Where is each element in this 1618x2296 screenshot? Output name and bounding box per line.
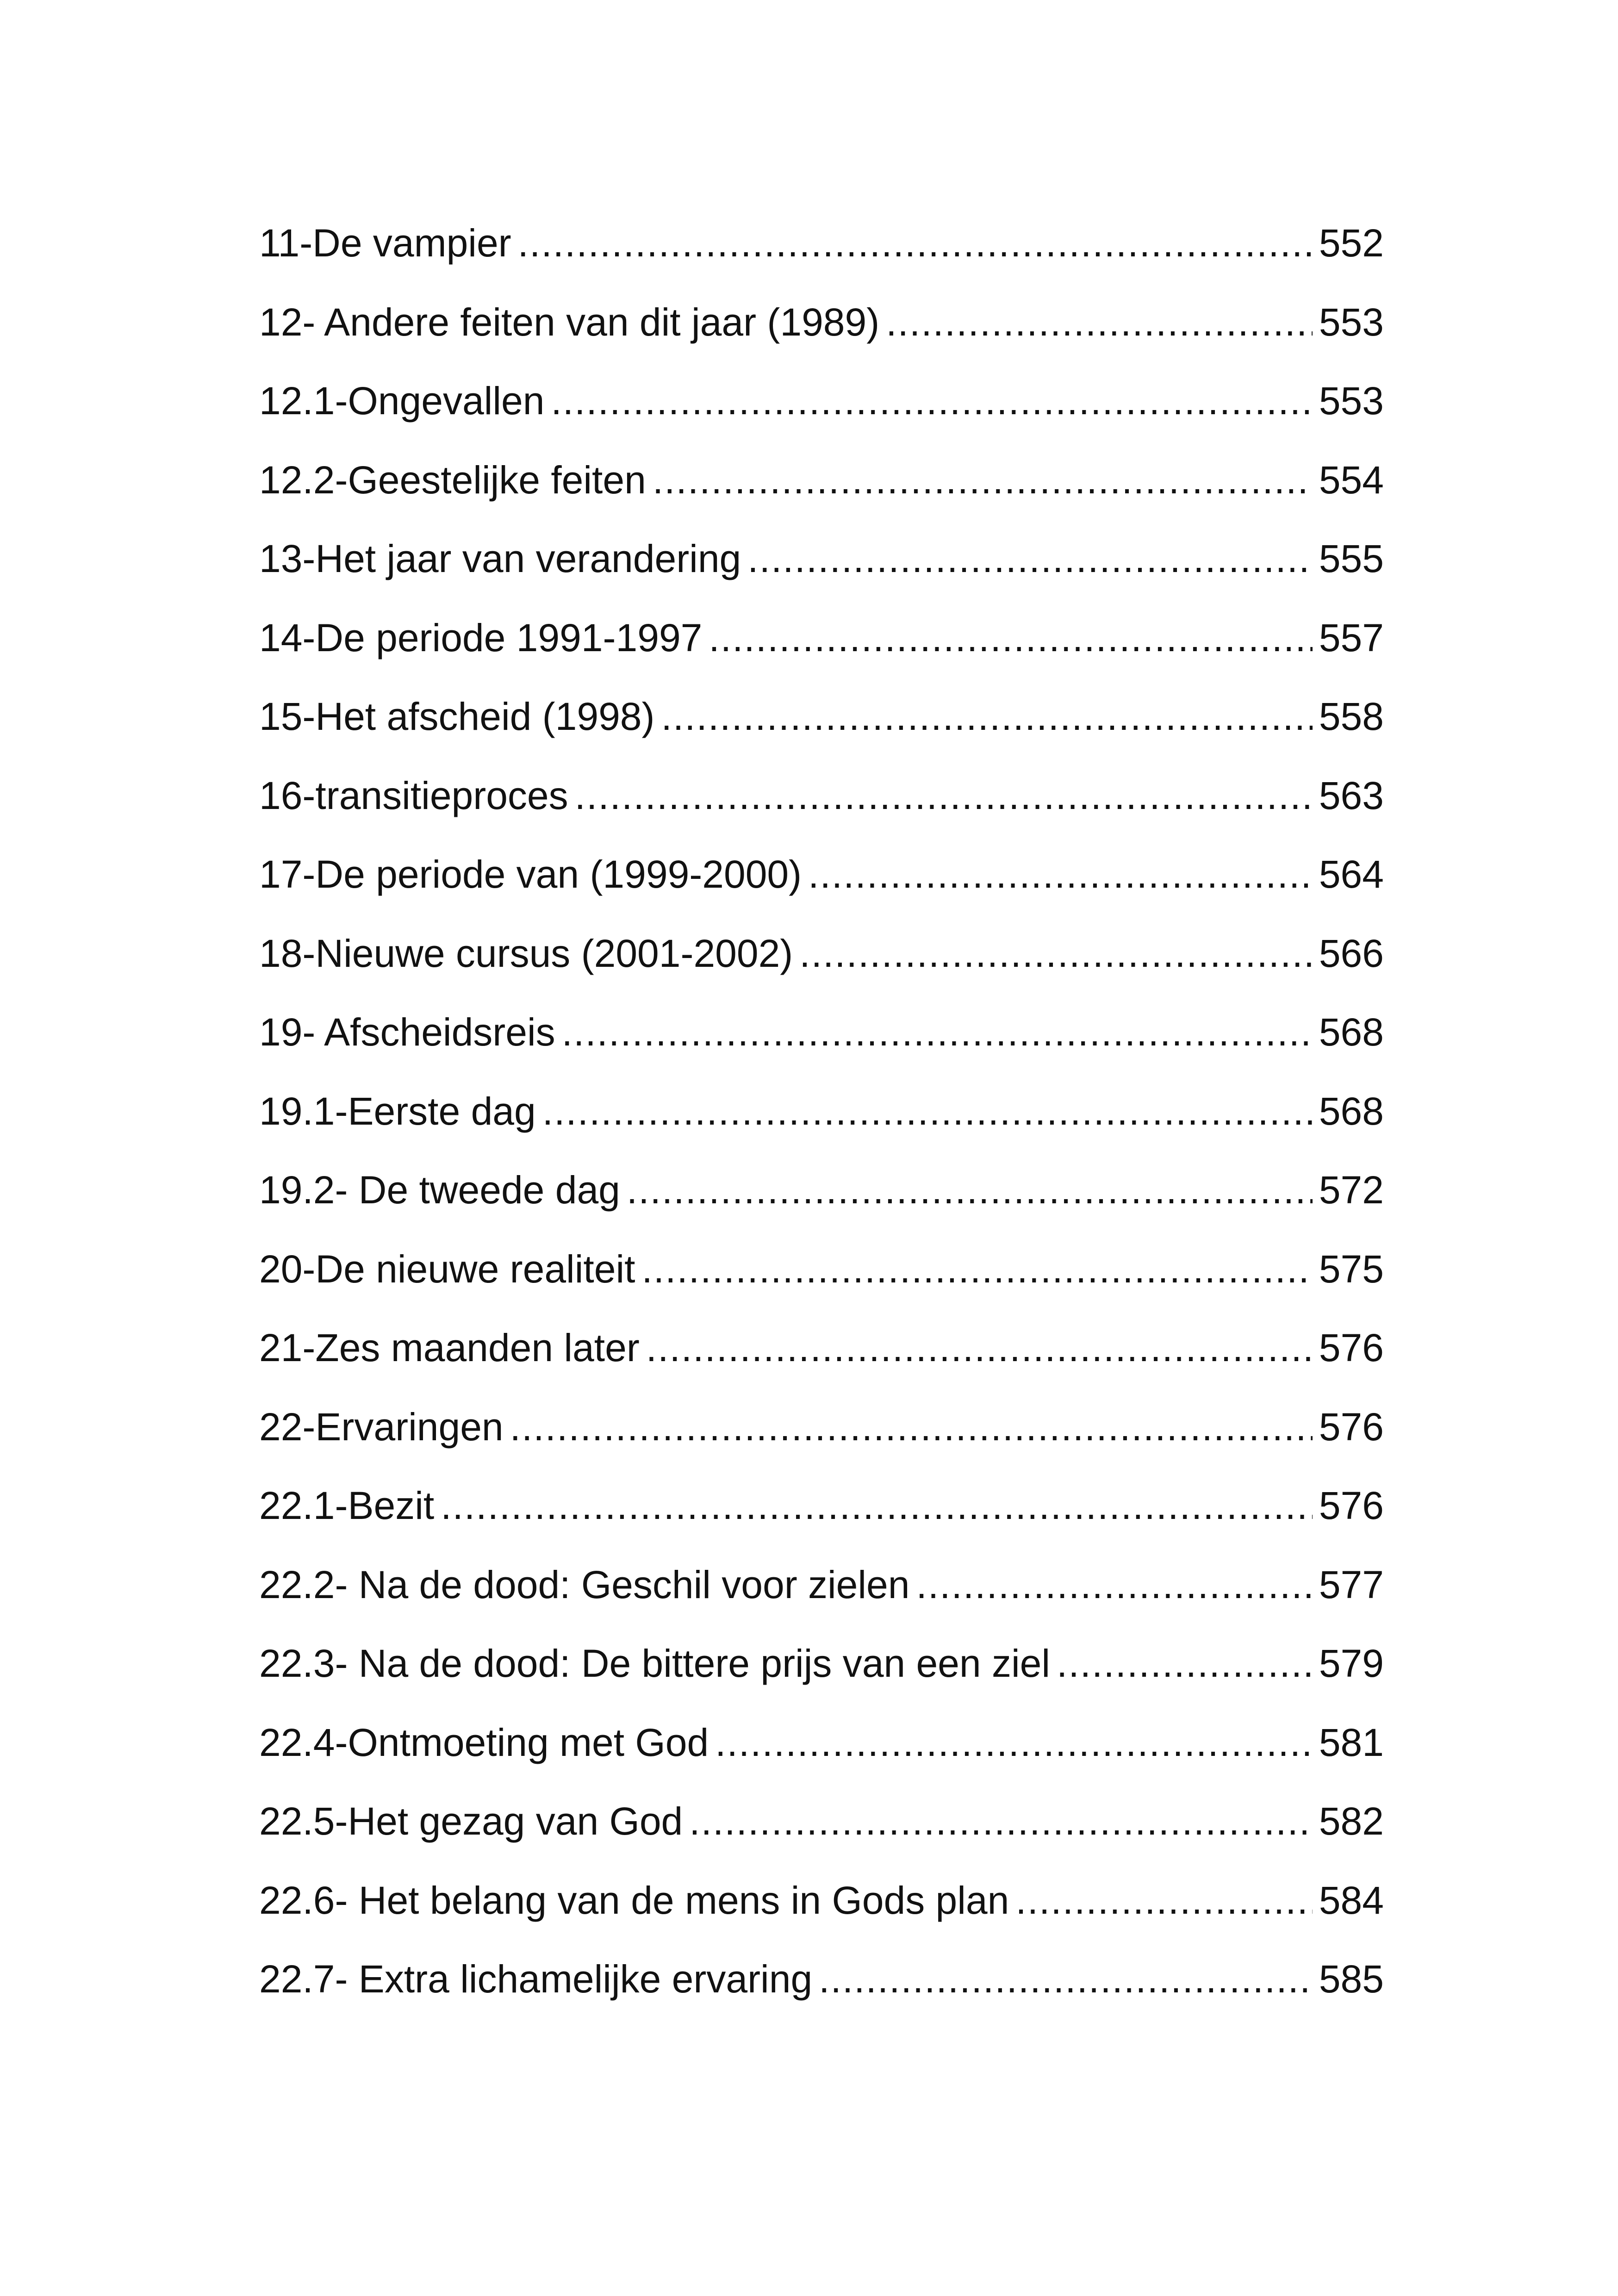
- toc-entry-page: 555: [1319, 537, 1384, 580]
- dot-leader: [819, 1940, 1313, 2019]
- dot-leader: [641, 1230, 1312, 1309]
- toc-entry-title: 22.1-Bezit: [259, 1484, 435, 1527]
- dot-leader: [709, 598, 1312, 678]
- dot-leader: [518, 204, 1313, 283]
- toc-entry-page: 576: [1319, 1484, 1384, 1527]
- toc-entry-page: 554: [1319, 458, 1384, 502]
- toc-entry-title: 19.1-Eerste dag: [259, 1089, 536, 1133]
- toc-entry-title: 18-Nieuwe cursus (2001-2002): [259, 931, 793, 975]
- toc-entry[interactable]: [259, 1782, 1384, 1861]
- toc-entry[interactable]: [259, 835, 1384, 914]
- toc-entry-title: 14-De periode 1991-1997: [259, 616, 703, 660]
- toc-entry[interactable]: [259, 1308, 1384, 1388]
- toc-entry[interactable]: [259, 1703, 1384, 1782]
- dot-leader: [715, 1703, 1313, 1782]
- toc-entry-title: 22.2- Na de dood: Geschil voor zielen: [259, 1562, 910, 1606]
- toc-entry-title: 11-De vampier: [259, 221, 511, 265]
- toc-entry[interactable]: [259, 1545, 1384, 1624]
- toc-entry-page: 579: [1319, 1642, 1384, 1685]
- toc-entry-page: 584: [1319, 1878, 1384, 1922]
- dot-leader: [661, 677, 1312, 756]
- dot-leader: [653, 441, 1313, 520]
- dot-leader: [1057, 1624, 1313, 1703]
- toc-entry-title: 19.2- De tweede dag: [259, 1168, 620, 1212]
- toc-entry[interactable]: [259, 756, 1384, 835]
- dot-leader: [627, 1151, 1313, 1230]
- toc-entry-page: 564: [1319, 852, 1384, 896]
- toc-entry-page: 572: [1319, 1168, 1384, 1212]
- dot-leader: [575, 756, 1313, 835]
- toc-entry[interactable]: [259, 993, 1384, 1072]
- dot-leader: [542, 1072, 1313, 1151]
- toc-entry-title: 22.7- Extra lichamelijke ervaring: [259, 1957, 813, 2001]
- dot-leader: [886, 283, 1313, 362]
- dot-leader: [1015, 1861, 1312, 1940]
- toc-entry[interactable]: [259, 1861, 1384, 1940]
- toc-entry[interactable]: [259, 1940, 1384, 2019]
- toc-entry-title: 22.4-Ontmoeting met God: [259, 1720, 709, 1764]
- toc-entry-page: 568: [1319, 1010, 1384, 1054]
- toc-entry[interactable]: [259, 1388, 1384, 1467]
- dot-leader: [747, 519, 1313, 598]
- dot-leader: [916, 1545, 1312, 1624]
- toc-entry-page: 553: [1319, 379, 1384, 423]
- toc-entry[interactable]: [259, 361, 1384, 441]
- dot-leader: [646, 1308, 1313, 1388]
- dot-leader: [510, 1388, 1313, 1467]
- toc-entry-title: 15-Het afscheid (1998): [259, 695, 655, 738]
- toc-entry[interactable]: [259, 598, 1384, 678]
- toc-entry[interactable]: [259, 1151, 1384, 1230]
- toc-entry-title: 16-transitieproces: [259, 773, 568, 817]
- toc-entry-page: 568: [1319, 1089, 1384, 1133]
- toc-entry[interactable]: [259, 1072, 1384, 1151]
- toc-entry[interactable]: [259, 1466, 1384, 1545]
- toc-entry-title: 22.3- Na de dood: De bittere prijs van een ziel: [259, 1642, 1050, 1685]
- toc-entry-page: 566: [1319, 931, 1384, 975]
- dot-leader: [551, 361, 1312, 441]
- dot-leader: [689, 1782, 1313, 1861]
- toc-entry[interactable]: [259, 519, 1384, 598]
- toc-entry-page: 582: [1319, 1799, 1384, 1843]
- toc-entry-title: 12- Andere feiten van dit jaar (1989): [259, 300, 880, 344]
- table-of-contents: [259, 204, 1384, 2019]
- toc-entry-page: 557: [1319, 616, 1384, 660]
- toc-entry-title: 12.2-Geestelijke feiten: [259, 458, 646, 502]
- toc-entry-title: 21-Zes maanden later: [259, 1326, 640, 1369]
- toc-entry-page: 576: [1319, 1326, 1384, 1369]
- toc-entry-page: 552: [1319, 221, 1384, 265]
- dot-leader: [799, 914, 1313, 993]
- toc-entry-title: 12.1-Ongevallen: [259, 379, 545, 423]
- toc-entry[interactable]: [259, 914, 1384, 993]
- toc-entry-page: 585: [1319, 1957, 1384, 2001]
- toc-entry[interactable]: [259, 1230, 1384, 1309]
- toc-entry[interactable]: [259, 441, 1384, 520]
- dot-leader: [562, 993, 1313, 1072]
- toc-entry[interactable]: [259, 204, 1384, 283]
- toc-entry-page: 563: [1319, 773, 1384, 817]
- toc-entry-title: 22.6- Het belang van de mens in Gods plan: [259, 1878, 1009, 1922]
- toc-entry[interactable]: [259, 283, 1384, 362]
- toc-entry[interactable]: [259, 1624, 1384, 1703]
- toc-entry-page: 553: [1319, 300, 1384, 344]
- toc-entry-title: 22-Ervaringen: [259, 1405, 504, 1449]
- toc-entry-page: 576: [1319, 1405, 1384, 1449]
- dot-leader: [441, 1466, 1313, 1545]
- toc-entry[interactable]: [259, 677, 1384, 756]
- toc-entry-title: 13-Het jaar van verandering: [259, 537, 741, 580]
- toc-entry-title: 20-De nieuwe realiteit: [259, 1247, 635, 1291]
- toc-entry-page: 575: [1319, 1247, 1384, 1291]
- toc-entry-page: 581: [1319, 1720, 1384, 1764]
- toc-entry-title: 17-De periode van (1999-2000): [259, 852, 802, 896]
- toc-entry-title: 22.5-Het gezag van God: [259, 1799, 683, 1843]
- dot-leader: [808, 835, 1313, 914]
- toc-entry-page: 577: [1319, 1562, 1384, 1606]
- toc-entry-page: 558: [1319, 695, 1384, 738]
- toc-entry-title: 19- Afscheidsreis: [259, 1010, 555, 1054]
